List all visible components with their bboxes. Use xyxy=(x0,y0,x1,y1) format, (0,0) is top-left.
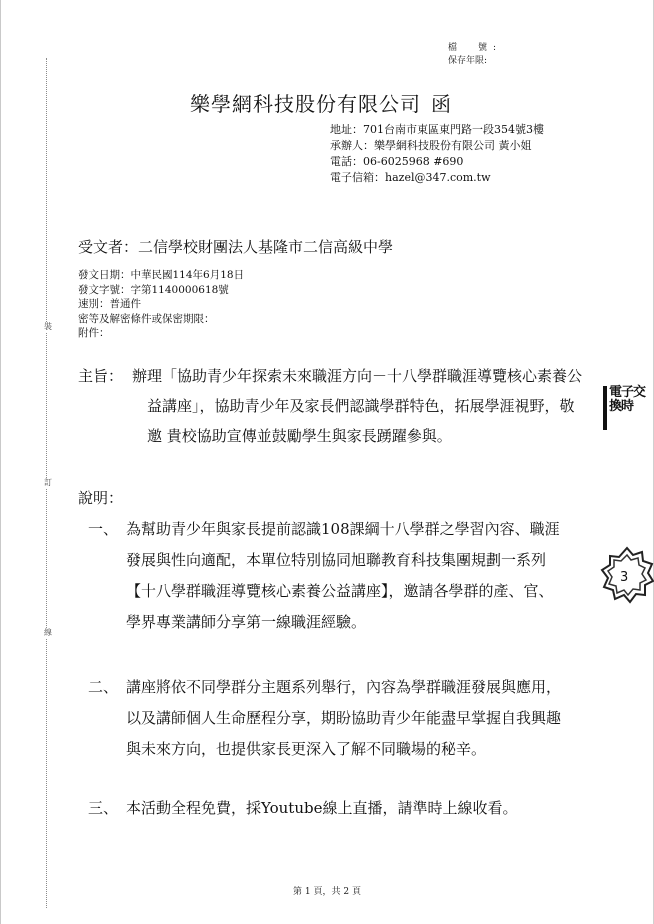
subject-section xyxy=(78,361,583,451)
subject-text: 辦理「協助青少年探索未來職涯方向－十八學群職涯導覽核心素養公益講座」，協助青少年及家長們認識學群特色，拓展學涯視野，敬邀 貴校協助宣傳並鼓勵學生與家長踴躍參與。 xyxy=(132,367,583,445)
explanation-item-1 xyxy=(88,514,568,638)
explanation-label: 說明： xyxy=(78,489,124,507)
item-text: 為幫助青少年與家長提前認識108課綱十八學群之學習內容、職涯發展與性向適配，本單位特別協同旭聯教育科技集團規劃一系列【十八學群職涯導覽核心素養公益講座】，邀請各學群的產、官、學界專業講師分享第一線職涯經驗。 xyxy=(126,520,560,631)
margin-mark-bind: 裝 xyxy=(44,322,52,331)
explanation-item-3 xyxy=(88,793,568,824)
item-text: 講座將依不同學群分主題系列舉行，內容為學群職涯發展與應用，以及講師個人生命歷程分享，期盼協助青少年能盡早掌握自我興趣與未來方向，也提供家長更深入了解不同職場的秘辛。 xyxy=(126,678,562,758)
item-text: 本活動全程免費，採Youtube線上直播，請準時上線收看。 xyxy=(126,799,518,817)
page-title xyxy=(190,88,452,117)
file-number-label: 檔 號: xyxy=(448,43,503,53)
sender-phone: 電話：06-6025968 #690 xyxy=(330,155,464,168)
sender-address: 地址：701台南市東區東門路一段354號3樓 xyxy=(330,123,544,136)
sender-block xyxy=(330,122,566,186)
margin-mark-staple: 訂 xyxy=(44,478,52,487)
stamp-bar xyxy=(603,386,607,430)
file-info xyxy=(448,42,502,68)
recipient: 受文者：二信學校財團法人基隆市二信高級中學 xyxy=(78,238,394,256)
org-name: 樂學網科技股份有限公司 xyxy=(190,92,421,116)
margin-mark-line: 線 xyxy=(44,628,52,637)
meta-block xyxy=(78,268,244,341)
item-number: 三、 xyxy=(88,799,119,817)
sender-email: 電子信箱：hazel@347.com.tw xyxy=(330,171,491,184)
item-number: 一、 xyxy=(88,520,119,538)
page-border-left xyxy=(0,0,1,924)
security-level: 密等及解密條件或保密期限： xyxy=(78,312,215,325)
page-footer: 第 1 頁，共 2 頁 xyxy=(293,887,361,897)
delivery-speed: 速別：普通件 xyxy=(78,298,141,310)
explanation-item-2 xyxy=(88,672,568,765)
subject-label: 主旨： xyxy=(78,367,124,385)
doc-type: 函 xyxy=(431,92,452,116)
electronic-exchange-stamp xyxy=(603,386,651,438)
attachment: 附件： xyxy=(78,327,110,339)
stamp-text: 電子交換時 xyxy=(609,385,646,414)
svg-text:3: 3 xyxy=(620,570,629,585)
issue-date: 發文日期：中華民國114年6月18日 xyxy=(78,269,245,281)
seal-stamp-icon xyxy=(600,546,654,604)
sender-contact: 承辦人：樂學網科技股份有限公司 黃小姐 xyxy=(330,139,532,152)
item-number: 二、 xyxy=(88,678,119,696)
issue-number: 發文字號：字第1140000618號 xyxy=(78,283,229,296)
retention-label: 保存年限: xyxy=(448,56,488,66)
